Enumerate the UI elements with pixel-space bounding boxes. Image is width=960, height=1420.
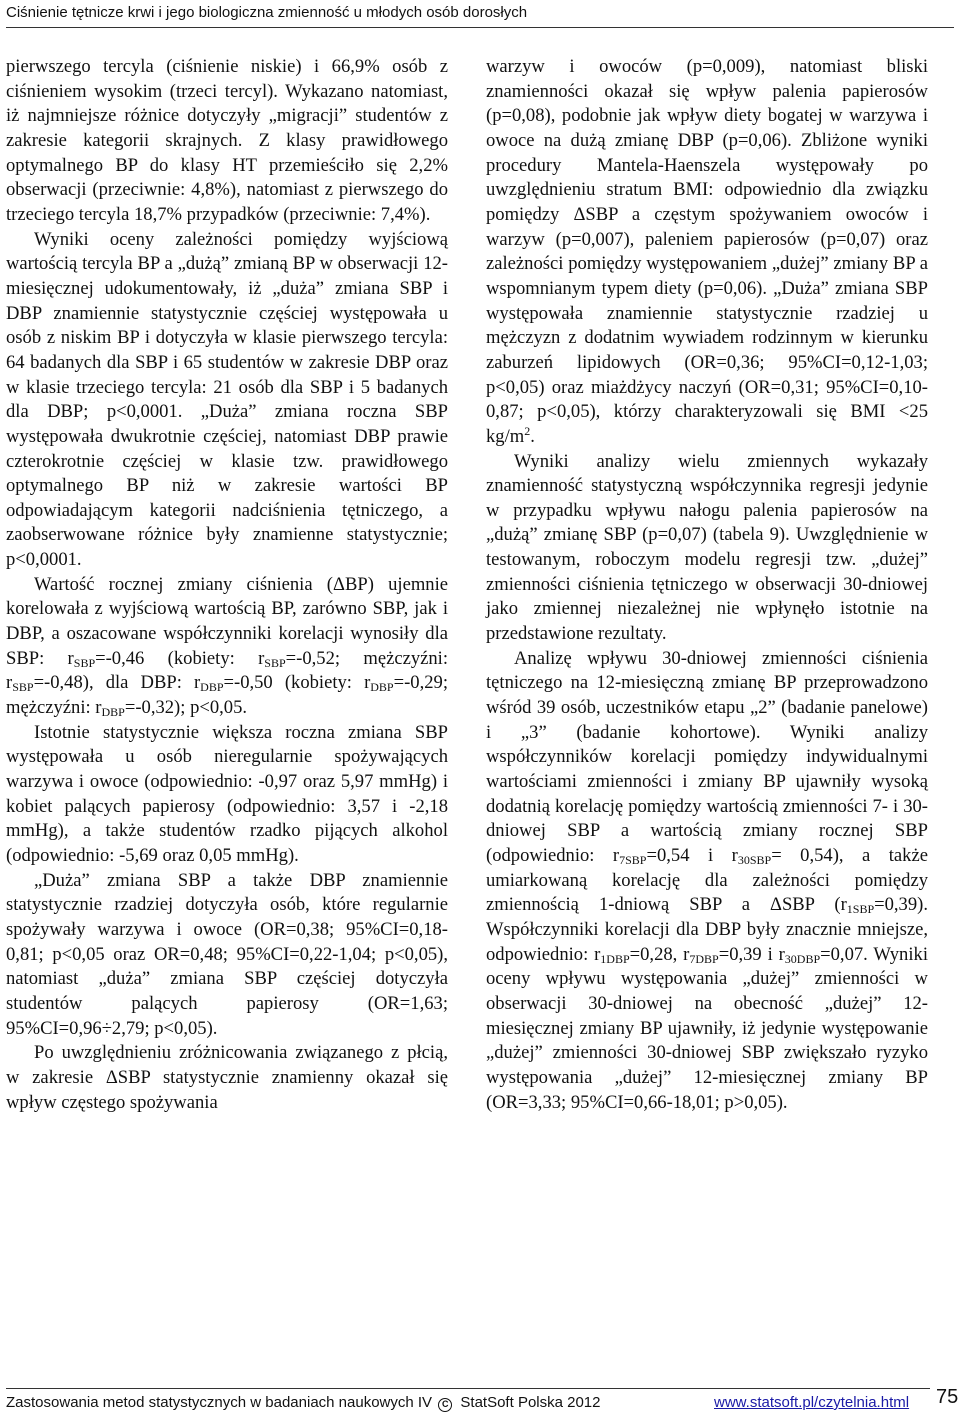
running-title: Ciśnienie tętnicze krwi i jego biologiczna zmienność u młodych osób dorosłych <box>6 4 528 21</box>
right-text-column <box>486 55 928 1115</box>
footer-url-link[interactable]: www.statsoft.pl/czytelnia.html <box>714 1394 910 1411</box>
footer-publisher: StatSoft Polska 2012 <box>460 1394 601 1411</box>
paragraph-p9: Analizę wpływu 30-dniowej zmienności ciśnienia tętniczego na 12-miesięczną zmianę BP przeprowadzono wśród 39 osób, uczestników etapu „2” (badanie panelowe) i „3” (badanie kohortowe). Wyniki analizy współczynników korelacji pomiędzy indywidualnymi wartościami zmienności i zmiany BP ujawniły wysoką dodatnią korelację pomiędzy wartością zmienności 7- i 30-dniowej SBP a wartością zmiany rocznej SBP (odpowiednio: $r_{7SBP}=0,54$ i $r_{30SBP}= 0,54$), a także umiarkowaną korelację dla zależności pomiędzy zmiennością 1-dniową SBP a ΔSBP $(r_{1SBP}=0,39)$. Współczynniki korelacji dla DBP były znacznie mniejsze, odpowiednio: $r_{1DBP}=0,28$, $r_{7DBP}=0,39$ i $r_{30DBP}=0,07$. Wyniki oceny wpływu występowania „dużej” zmienności w obserwacji 30-dniowej na obecność „dużej” 12-miesięcznej zmiany BP ujawniły, iż jedynie występowanie „dużej” zmienności 30-dniowej SBP zwiększało ryzyko występowania „dużej” 12-miesięcznej zmiany BP (OR=3,33; 95%CI=0,66-18,01; p>0,05). <box>486 647 928 1113</box>
paragraph-p6: Po uwzględnieniu zróżnicowania związanego z płcią, w zakresie ΔSBP statystycznie znamienny okazał się wpływ częstego spożywania <box>6 1042 448 1113</box>
paragraph-p7: warzyw i owoców (p=0,009), natomiast bliski znamienności okazał się wpływ palenia papierosów (p=0,08), podobnie jak wpływ diety bogatej w warzywa i owoce na dużą zmianę DBP (p=0,06). Zbliżone wyniki procedury Mantela-Haenszela występowały po uwzględnieniu stratum BMI: odpowiednio dla związku pomiędzy ΔSBP a częstym spożywaniem owoców i warzyw (p=0,007), paleniem papierosów (p=0,07) oraz zależności pomiędzy występowaniem „dużej” zmiany BP a wspomnianym typem diety (p=0,06). „Duża” zmiana SBP występowała znamiennie statystycznie rzadziej u mężczyzn z dodatnim wywiadem rodzinnym w kierunku zaburzeń lipidowych (OR=0,36; 95%CI=0,12-1,03; p<0,05) oraz miażdżycy naczyń (OR=0,31; 95%CI=0,10-0,87; p<0,05), którzy charakteryzowali się BMI <25 $kg/m^2$. <box>486 56 928 447</box>
copyright-icon: C <box>438 1398 452 1412</box>
paragraph-p4: Istotnie statystycznie większa roczna zmiana SBP występowała u osób nieregularnie spożywających warzywa i owoce (odpowiednio: -0,97 oraz 5,97 mmHg) i kobiet palących papierosy (odpowiednio: 3,57 i -2,18 mmHg), a także studentów rzadko pijących alkohol (odpowiednio: -5,69 oraz 0,05 mmHg). <box>6 721 448 866</box>
paragraph-p2: Wyniki oceny zależności pomiędzy wyjściową wartością tercyla BP a „dużą” zmianą BP w obserwacji 12-miesięcznej udokumentowały, iż „duża” zmiana SBP i DBP znamiennie statystycznie częściej występowała u osób z niskim BP i dotyczyła w klasie pierwszego tercyla: 64 badanych dla SBP i 65 studentów w zakresie DBP oraz w klasie trzeciego tercyla: 21 osób dla SBP i 5 badanych dla DBP; p<0,0001. „Duża” zmiana roczna SBP występowała dwukrotnie częściej, natomiast DBP prawie czterokrotnie częściej w klasie tzw. prawidłowego optymalnego BP niż w zakresie wartości BP odpowiadającym kategorii nadciśnienia tętniczego, a zaobserwowane różnice były znamienne statystycznie; p<0,0001. <box>6 228 448 571</box>
page-number: 75 <box>936 1386 959 1408</box>
page-footer <box>0 1384 960 1420</box>
running-header <box>6 0 954 28</box>
left-text-column <box>6 55 448 1115</box>
paragraph-p5: „Duża” zmiana SBP a także DBP znamiennie statystycznie rzadziej dotyczyła osób, które regularnie spożywały warzywa i owoce (OR=0,38; 95%CI=0,18-0,81; p<0,05 oraz OR=0,48; 95%CI=0,22-1,04; p<0,05), natomiast „duża” zmiana SBP częściej dotyczyła studentów palących papierosy (OR=1,63; 95%CI=0,96÷2,79; p<0,05). <box>6 869 448 1039</box>
paragraph-p3: Wartość rocznej zmiany ciśnienia (ΔBP) ujemnie korelowała z wyjściową wartością BP, zarówno SBP, jak i DBP, a oszacowane współczynniki korelacji wynosiły dla SBP: $r_{SBP}=-0,46$ (kobiety: $r_{SBP}=-0,52$; mężczyźni: $r_{SBP}=-0,48$), dla DBP: $r_{DBP}=-0,50$ (kobiety: $r_{DBP}=-0,29$; mężczyźni: $r_{DBP}=-0,32$); p<0,05. <box>6 573 449 720</box>
footer-source-text: Zastosowania metod statystycznych w badaniach naukowych IV <box>6 1394 433 1411</box>
paragraph-p8: Wyniki analizy wielu zmiennych wykazały znamienność statystyczną współczynnika regresji jedynie w przypadku wpływu nałogu palenia papierosów na „dużą” zmianę SBP (p=0,07) (tabela 9). Uwzględnienie w testowanym, roboczym modelu regresji tzw. „dużej” zmienności ciśnienia tętniczego w obserwacji 30-dniowej jako zmiennej niezależnej nie wpłynęło istotnie na przedstawione rezultaty. <box>486 450 928 645</box>
paragraph-p1: pierwszego tercyla (ciśnienie niskie) i 66,9% osób z ciśnieniem wysokim (trzeci tercyl). Wykazano natomiast, iż najmniejsze różnice dotyczyły „migracji” studentów z zakresie kategorii skrajnych. Z klasy prawidłowego optymalnego BP do klasy HT przemieściło się 2,2% obserwacji (przeciwnie: 4,8%), natomiast z pierwszego do trzeciego tercyla 18,7% przypadków (przeciwnie: 7,4%). <box>6 56 448 225</box>
footer-source <box>6 1393 601 1413</box>
footer-rule <box>6 1388 930 1389</box>
